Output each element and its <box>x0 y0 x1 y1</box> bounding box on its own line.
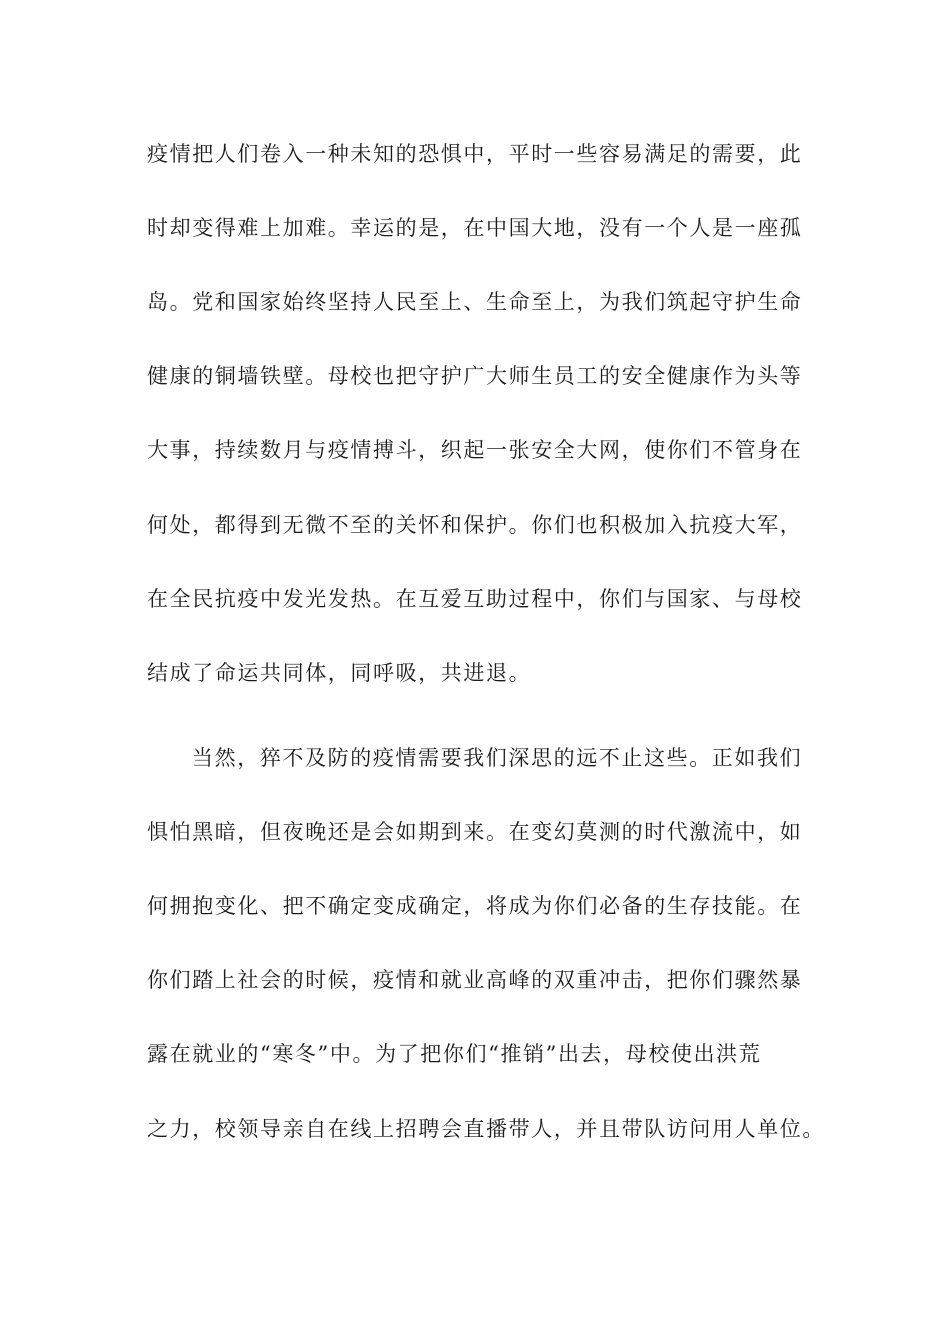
text-line: 健康的铜墙铁壁。母校也把守护广大师生员工的安全健康作为头等 <box>147 364 803 388</box>
text-line: 当然，猝不及防的疫情需要我们深思的远不止这些。正如我们 <box>192 746 803 770</box>
text-line: 露在就业的“寒冬”中。为了把你们“推销”出去，母校使出洪荒 <box>147 1042 762 1066</box>
text-line: 时却变得难上加难。幸运的是，在中国大地，没有一个人是一座孤 <box>147 216 803 240</box>
text-line: 何拥抱变化、把不确定变成确定，将成为你们必备的生存技能。在 <box>147 894 803 918</box>
text-line: 结成了命运共同体，同呼吸，共进退。 <box>147 661 532 685</box>
text-line: 大事，持续数月与疫情搏斗，织起一张安全大网，使你们不管身在 <box>147 438 803 462</box>
text-line: 疫情把人们卷入一种未知的恐惧中，平时一些容易满足的需要，此 <box>147 142 803 166</box>
text-line: 惧怕黑暗，但夜晚还是会如期到来。在变幻莫测的时代激流中，如 <box>147 820 803 844</box>
text-line: 何处，都得到无微不至的关怀和保护。你们也积极加入抗疫大军， <box>147 513 803 537</box>
text-line: 在全民抗疫中发光发热。在互爱互助过程中，你们与国家、与母校 <box>147 587 803 611</box>
text-line: 之力，校领导亲自在线上招聘会直播带人，并且带队访问用人单位。 <box>147 1117 825 1141</box>
text-line: 岛。党和国家始终坚持人民至上、生命至上，为我们筑起守护生命 <box>147 290 803 314</box>
text-line: 你们踏上社会的时候，疫情和就业高峰的双重冲击，把你们骤然暴 <box>147 968 803 992</box>
